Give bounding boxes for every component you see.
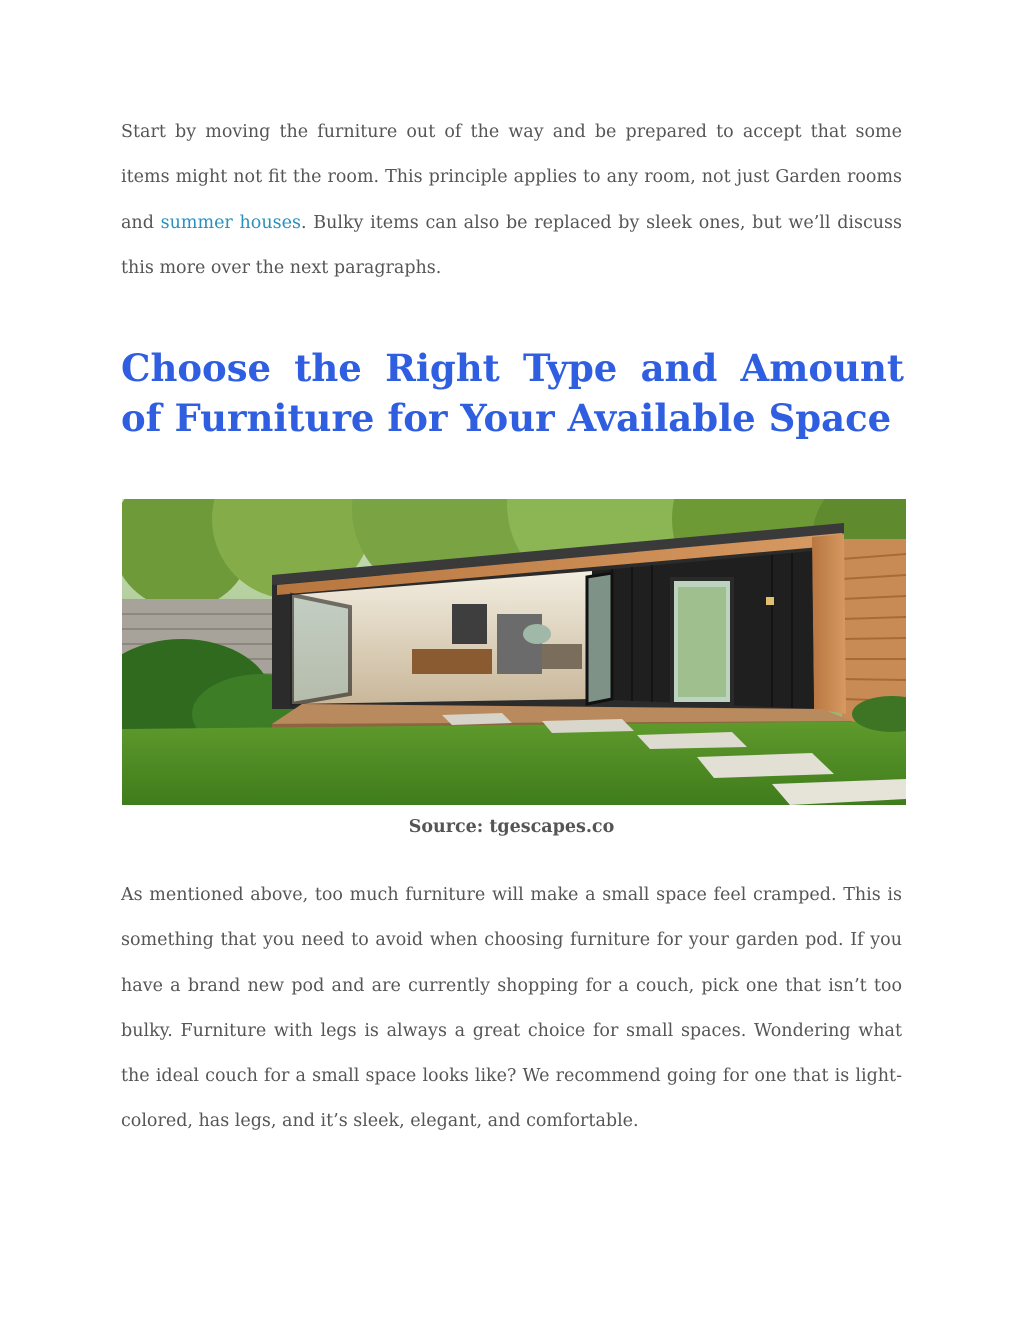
summer-houses-link[interactable]: summer houses [160, 212, 301, 233]
image-caption: Source: tgescapes.co [408, 817, 615, 837]
garden-room-photo [122, 499, 906, 805]
body-paragraph: As mentioned above, too much furniture will make a small space feel cramped. This is something that you need to avoid when choosing furniture for your garden pod. If you have a brand new pod and are currently shopping for a couch, pick one that isn’t too bulky. Furniture with legs is always a great choice for small spaces. Wondering what the ideal couch for a small space looks like? We recommend going for one that is light-colored, has legs, and it’s sleek, elegant, and comfortable. [121, 885, 902, 1132]
intro-paragraph [121, 110, 902, 291]
section-heading: Choose the Right Type and Amount of Furniture for Your Available Space [121, 346, 904, 440]
intro-text-after-link: . Bulky items can also be replaced by sleek ones, but we’ll discuss this more over the next paragraphs. [121, 212, 903, 278]
intro-text-before-link: Start by moving the furniture out of the way and be prepared to accept that some items might not fit the room. This principle applies to any room, not just Garden rooms and [121, 122, 902, 233]
